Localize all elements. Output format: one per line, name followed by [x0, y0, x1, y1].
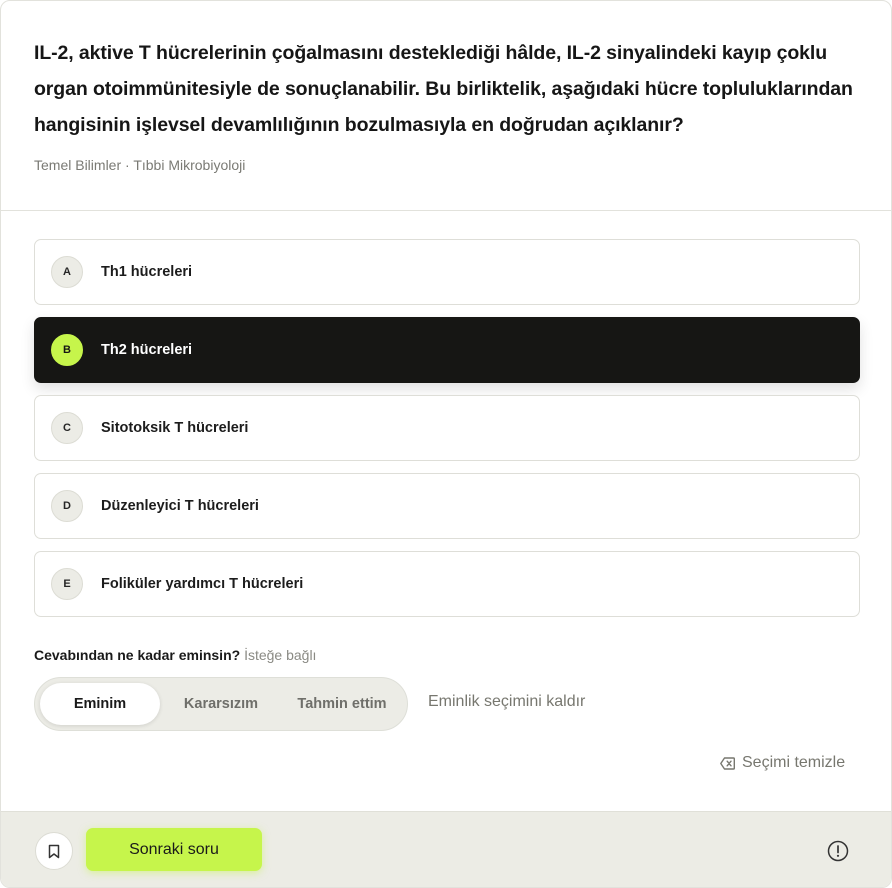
option-d[interactable]	[34, 473, 860, 539]
confidence-question-text: Cevabından ne kadar eminsin?	[34, 647, 241, 663]
option-label: Düzenleyici T hücreleri	[101, 498, 259, 514]
question-section	[34, 35, 864, 173]
next-question-button[interactable]: Sonraki soru	[86, 828, 262, 871]
confidence-kararsizim[interactable]: Kararsızım	[183, 696, 259, 712]
confidence-eminim[interactable]: Eminim	[40, 683, 160, 725]
option-letter: D	[51, 490, 83, 522]
option-label: Foliküler yardımcı T hücreleri	[101, 576, 304, 592]
option-label: Th1 hücreleri	[101, 264, 193, 280]
confidence-optional-label: İsteğe bağlı	[244, 647, 317, 663]
confidence-segmented-control	[34, 677, 408, 731]
bookmark-button[interactable]	[35, 832, 73, 870]
question-meta: Temel Bilimler · Tıbbi Mikrobiyoloji	[34, 157, 246, 173]
clear-selection-label: Seçimi temizle	[742, 754, 846, 771]
clear-confidence-button[interactable]: Eminlik seçimini kaldır	[428, 693, 586, 710]
bookmark-icon	[48, 844, 60, 859]
answer-options	[34, 239, 860, 629]
option-e[interactable]	[34, 551, 860, 617]
option-letter: E	[51, 568, 83, 600]
option-letter: C	[51, 412, 83, 444]
divider	[1, 210, 892, 211]
clear-selection-button[interactable]	[720, 754, 845, 772]
option-a[interactable]	[34, 239, 860, 305]
clear-selection-icon	[720, 757, 735, 770]
option-label: Th2 hücreleri	[101, 342, 193, 358]
option-letter: A	[51, 256, 83, 288]
question-text: IL-2, aktive T hücrelerinin çoğalmasını desteklediği hâlde, IL-2 sinyalindeki kayıp çoklu organ otoimmünitesiyle de sonuçlanabilir. Bu birliktelik, aşağıdaki hücre topluluklarından hangisinin işlevsel devamlılığının bozulmasıyla en doğrudan açıklanır?	[34, 42, 853, 136]
footer-bar	[1, 811, 892, 888]
report-icon[interactable]	[827, 840, 849, 862]
option-b[interactable]	[34, 317, 860, 383]
confidence-tahmin-ettim[interactable]: Tahmin ettim	[297, 696, 387, 712]
confidence-question	[34, 647, 316, 663]
option-label: Sitotoksik T hücreleri	[101, 420, 249, 436]
option-c[interactable]	[34, 395, 860, 461]
option-letter: B	[51, 334, 83, 366]
